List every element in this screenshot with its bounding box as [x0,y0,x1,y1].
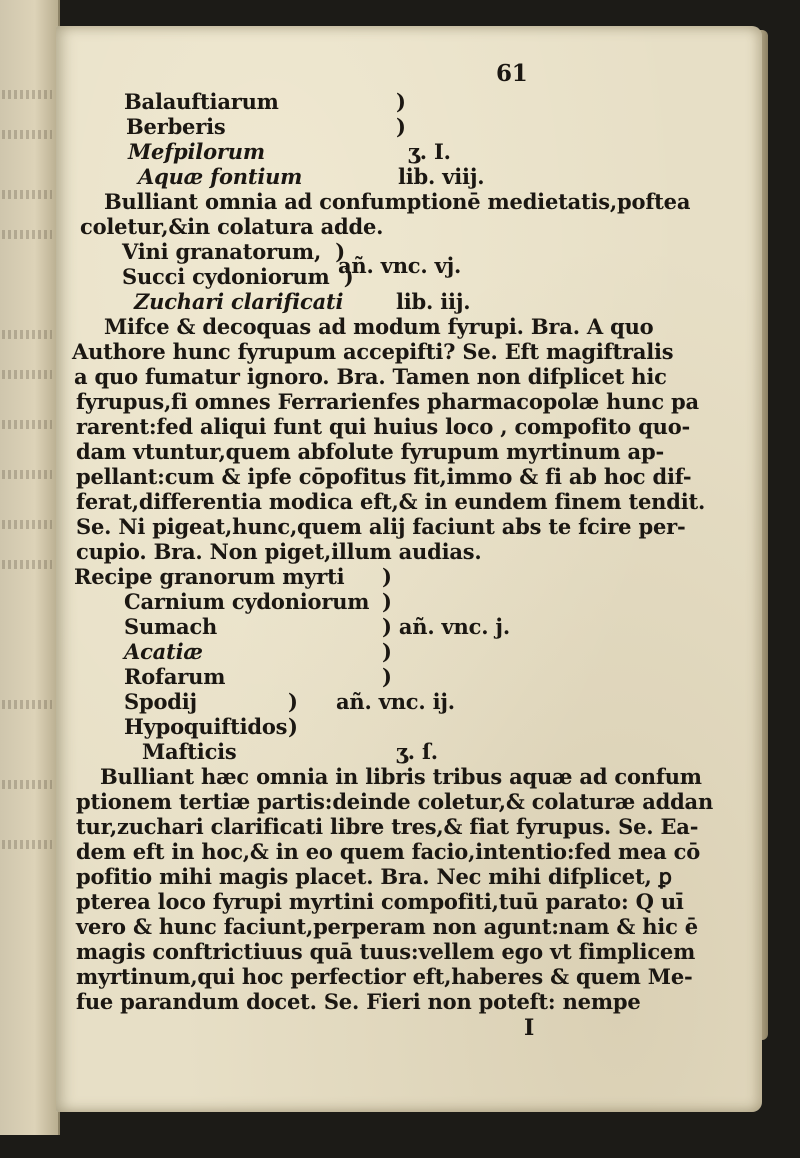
text-line: pofitio mihi magis placet. Bra. Nec mihi difplicet, ꝑ [76,864,672,889]
text-line: Hypoquiftidos [124,714,288,739]
text-line: Recipe granorum myrti [74,564,345,589]
text-line: ptionem tertiæ partis:deinde coletur,& colaturæ addan [76,789,714,814]
quantity: ʒ. ſ. [396,739,438,764]
text-line: myrtinum,qui hoc perfectior eft,haberes & quem Me- [76,964,693,989]
text-line: coletur,&in colatura adde. [80,214,384,239]
brace: ) [396,89,406,114]
text-line: Acatiæ [124,639,203,664]
text-line: fue parandum docet. Se. Fieri non poteft: nempe [76,989,641,1014]
brace: ) [382,664,392,689]
quantity: ) añ. vnc. j. [382,614,510,639]
text-line: Sumach [124,614,218,639]
quantity: lib. iij. [396,289,471,314]
text-line: Mafticis [142,739,237,764]
text-line: cupio. Bra. Non piget,illum audias. [76,539,482,564]
text-line: Rofarum [124,664,226,689]
brace: ) [288,714,298,739]
brace: ) [396,114,406,139]
text-line: Authore hunc fyrupum accepifti? Se. Eft magiftralis [72,339,674,364]
brace: ) [288,689,298,714]
text-line: dem eft in hoc,& in eo quem facio,intentio:fed mea cō [76,839,701,864]
facing-page-edge [0,0,60,1135]
brace: ) [382,564,392,589]
text-line: Zuchari clarificati [134,289,344,314]
text-line: Carnium cydoniorum [124,589,370,614]
quantity: añ. vnc. ij. [336,689,455,714]
text-line: Vini granatorum, ) [122,239,346,264]
quantity: ʒ. I. [408,139,451,164]
text-line: Bulliant hæc omnia in libris tribus aquæ ad confum [100,764,702,789]
text-line: Bulliant omnia ad confumptionē medietatis,poftea [104,189,691,214]
text-line: ferat,differentia modica eft,& in eundem finem tendit. [76,489,706,514]
brace: ) [382,639,392,664]
text-line: Succi cydoniorum ) [122,264,354,289]
brace: ) [382,589,392,614]
text-line: pellant:cum & ipfe cōpofitus fit,immo & fi ab hoc dif- [76,464,692,489]
text-line: rarent:fed aliqui funt qui huius loco , compofito quo- [76,414,691,439]
text-line: pterea loco fyrupi myrtini compofiti,tuū parato: Q uī [76,889,684,914]
text-line: Spodij [124,689,197,714]
text-line: Aquæ fontium [138,164,303,189]
quantity: añ. vnc. vj. [338,253,462,278]
text-line: Berberis [126,114,226,139]
signature-mark: I [524,1015,535,1041]
text-line: tur,zuchari clarificati libre tres,& fiat fyrupus. Se. Ea- [76,814,699,839]
quantity: lib. viij. [398,164,485,189]
text-line: Se. Ni pigeat,hunc,quem alij faciunt abs te fcire per- [76,514,686,539]
text-line: Mefpilorum [128,139,265,164]
text-line: magis conftrictiuus quā tuus:vellem ego vt fimplicem [76,939,696,964]
text-line: Balauftiarum [124,89,279,114]
book-page [56,26,762,1112]
text-line: Mifce & decoquas ad modum fyrupi. Bra. A quo [104,314,654,339]
text-line: dam vtuntur,quem abfolute fyrupum myrtinum ap- [76,439,664,464]
page-number: 61 [496,60,528,87]
text-line: fyrupus,fi omnes Ferrarienfes pharmacopolæ hunc pa [76,389,699,414]
text-line: a quo fumatur ignoro. Bra. Tamen non difplicet hic [74,364,667,389]
text-line: vero & hunc faciunt,perperam non agunt:nam & hic ē [76,914,698,939]
